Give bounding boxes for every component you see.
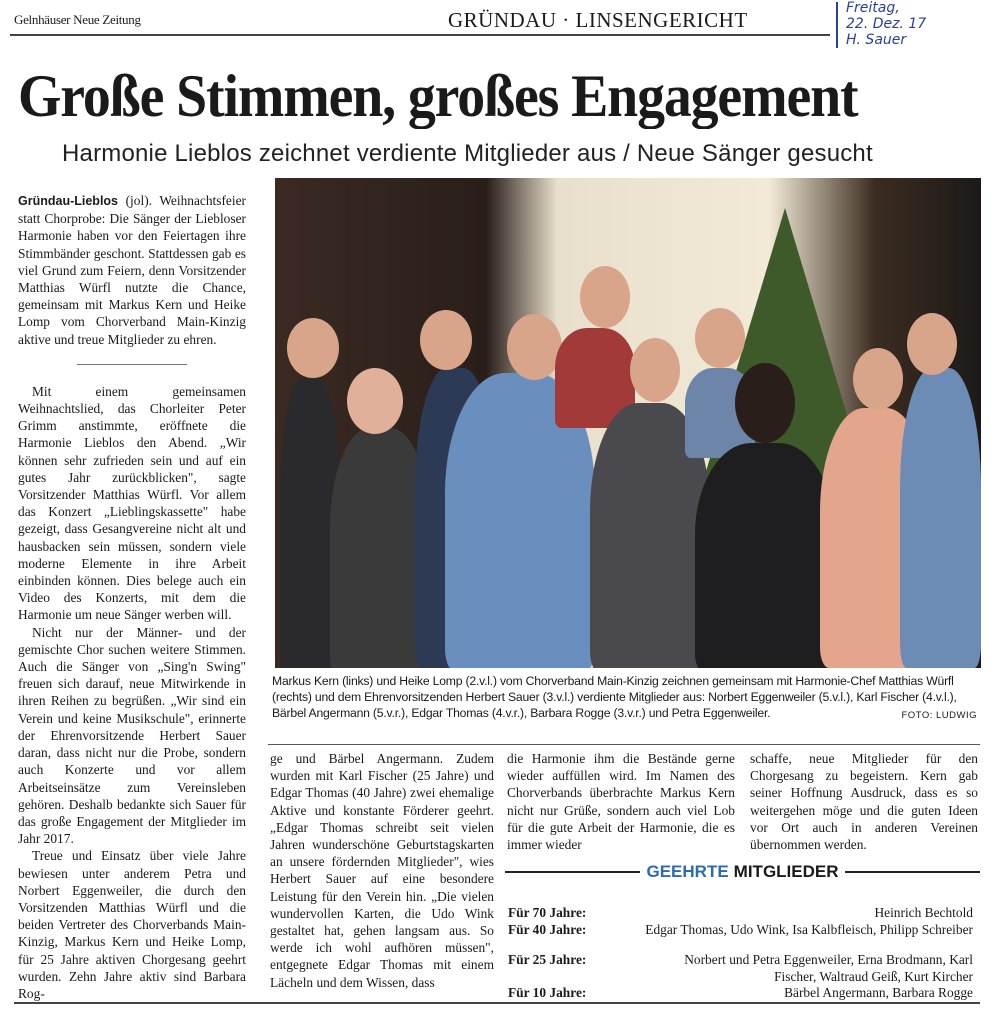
note-lines: [846, 0, 926, 48]
paragraph-divider: [77, 364, 187, 365]
title-accent: GEEHRTE: [646, 862, 729, 881]
section-rule: [268, 744, 980, 745]
honors-label: Für 25 Jahre:: [508, 952, 587, 967]
subheadline: Harmonie Lieblos zeichnet verdiente Mitglieder aus / Neue Sänger gesucht: [62, 140, 873, 167]
body-paragraph: Treue und Einsatz über viele Jahre bewiesen unter anderem Petra und Norbert Eggenweiler, die durch den Vorsitzenden Matthias Würfl und die beiden Vertreter des Chorverbands Main-Kinzig, Markus Kern und Heike Lomp, für 25 Jahre aktiven Chorgesang geehrt wurden. Zehn Jahre aktiv sind Barbara Rog-: [18, 848, 246, 1001]
note-line: Freitag,: [846, 0, 900, 16]
dateline: Gründau-Lieblos: [18, 194, 118, 208]
body-paragraph: Nicht nur der Männer- und der gemischte Chor suchen weitere Stimmen. Auch die Sänger von „Sing'n Swing" freuen sich darauf, neue Mitwirkende in ihren Reihen zu begrüßen. „Wir sind ein Verein und keine Musikschule", erinnerte der Ehrenvorsitzende Herbert Sauer daran, dass nicht nur die Probe, sondern auch Konzerte und vor allem Arbeitseinsätze zum Vereinsleben gehören. Deshalb bedankte sich Sauer für das große Engagement der Mitglieder im Jahr 2017.: [18, 624, 246, 847]
honors-row: [508, 922, 973, 939]
honors-label: Für 10 Jahre:: [508, 985, 587, 1000]
honors-row: [508, 952, 973, 985]
honors-box-title: [505, 862, 980, 882]
person-head: [695, 308, 745, 368]
person-head: [580, 266, 630, 328]
newspaper-name: Gelnhäuser Neue Zeitung: [14, 12, 141, 27]
note-line: H. Sauer: [846, 32, 907, 48]
title-rest: MITGLIEDER: [733, 862, 839, 881]
person: [900, 368, 981, 668]
honors-names: Edgar Thomas, Udo Wink, Isa Kalbfleisch, Philipp Schreiber: [645, 921, 973, 937]
section-title: GRÜNDAU · LINSENGERICHT: [448, 8, 748, 32]
honors-names: Norbert und Petra Eggenweiler, Erna Brodmann, Karl Fischer, Waltraud Geiß, Kurt Kircher: [684, 952, 973, 984]
photo-caption: [272, 673, 977, 724]
note-line: 22. Dez. 17: [846, 16, 927, 32]
person-head: [420, 310, 472, 370]
person-head: [287, 318, 339, 378]
article-column-4: [750, 750, 978, 853]
top-rule: [10, 34, 830, 36]
body-paragraph: Mit einem gemeinsamen Weihnachtslied, das Chorleiter Peter Grimm anstimmte, eröffnete die Harmonie Lieblos den Abend. „Wir können sehr zufrieden sein und auf ein gutes Jahr zurückblicken", sagte Vorsitzender Matthias Würfl. Vor allem das Konzert „Lieblingskassette" habe gezeigt, dass Gesangvereine nicht alt und hausbacken sein müssen, sondern viele moderne Elemente in ihre Arbeit einbinden können. Dies belege auch ein Video des Konzerts, mit dem die Harmonie um neue Sänger werben will.: [18, 383, 246, 623]
title-rule-right: [845, 871, 980, 873]
person-head: [853, 348, 903, 410]
pen-stroke: [836, 2, 838, 48]
body-paragraph: die Harmonie ihm die Bestände gerne wieder auffüllen wird. Im Namen des Chorverbands überbrachte Markus Kern nicht nur Grüße, sondern auch viel Lob für die gute Arbeit der Harmonie, die es immer wieder: [507, 751, 735, 853]
body-paragraph: ge und Bärbel Angermann. Zudem wurden mit Karl Fischer (25 Jahre) und Edgar Thomas (40 Jahre) zwei ehemalige Aktive und konstante Förderer geehrt. „Edgar Thomas schreibt seit vielen Jahren wunderschöne Geburtstagskarten an unsere fördernden Mitglieder", wies Herbert Sauer auf eine besondere Leistung für den Verein hin. „Die vielen wundervollen Karten, die Udo Wink gestaltet hat, gehen langsam aus. So werde ich wohl aufhören müssen", entgegnete Edgar Thomas mit einem Lächeln und dem Wissen, dass: [270, 751, 494, 990]
honors-names: Bärbel Angermann, Barbara Rogge: [784, 985, 973, 1000]
honors-list: [508, 905, 973, 1002]
honors-label: Für 40 Jahre:: [508, 921, 587, 937]
person-head: [907, 313, 957, 375]
article-column-3: [507, 750, 735, 853]
title-rule-left: [505, 871, 640, 873]
group-photo: [275, 178, 981, 668]
handwritten-note: [836, 0, 988, 50]
person-head: [507, 314, 562, 380]
caption-text: Markus Kern (links) und Heike Lomp (2.v.l.) vom Chorverband Main-Kinzig zeichnen gemeinsam mit Harmonie-Chef Matthias Würfl (rechts) und dem Ehrenvorsitzenden Herbert Sauer (3.v.l.) verdiente Mitglieder aus: Norbert Eggenweiler (5.v.l.), Karl Fischer (4.v.l.), Bärbel Angermann (5.v.r.), Edgar Thomas (4.v.r.), Barbara Rogge (3.v.r.) und Petra Eggenweiler.: [272, 674, 957, 720]
body-paragraph: schaffe, neue Mitglieder für den Chorgesang zu begeistern. Kern gab seiner Hoffnung Ausdruck, dass es so weitergehen möge und die guten Ideen vor Ort auch in anderen Vereinen übernommen werden.: [750, 751, 978, 853]
article-column-1: [18, 192, 246, 1002]
article-column-2: [270, 750, 494, 991]
lead-paragraph: [18, 192, 246, 348]
bottom-rule: [14, 1002, 980, 1004]
photo-credit: FOTO: LUDWIG: [901, 710, 977, 721]
honors-row: [508, 985, 973, 1002]
honors-label: Für 70 Jahre:: [508, 905, 587, 920]
person-head: [347, 368, 403, 434]
person-head: [735, 363, 795, 443]
person: [695, 443, 835, 668]
person-head: [630, 338, 680, 402]
lead-text: (jol). Weihnachtsfeier statt Chorprobe: Die Sänger der Liebloser Harmonie haben vor den Feiertagen ihre Stimmbänder geschont. Stattdessen gab es viel Grund zum Feiern, denn Vorsitzender Matthias Würfl nutzte die Chance, gemeinsam mit Markus Kern und Heike Lomp vom Chorverband Main-Kinzig aktive und treue Mitglieder zu ehren.: [18, 193, 246, 347]
honors-row: [508, 905, 973, 922]
honors-names: Heinrich Bechtold: [874, 905, 973, 920]
headline: Große Stimmen, großes Engagement: [18, 63, 858, 129]
